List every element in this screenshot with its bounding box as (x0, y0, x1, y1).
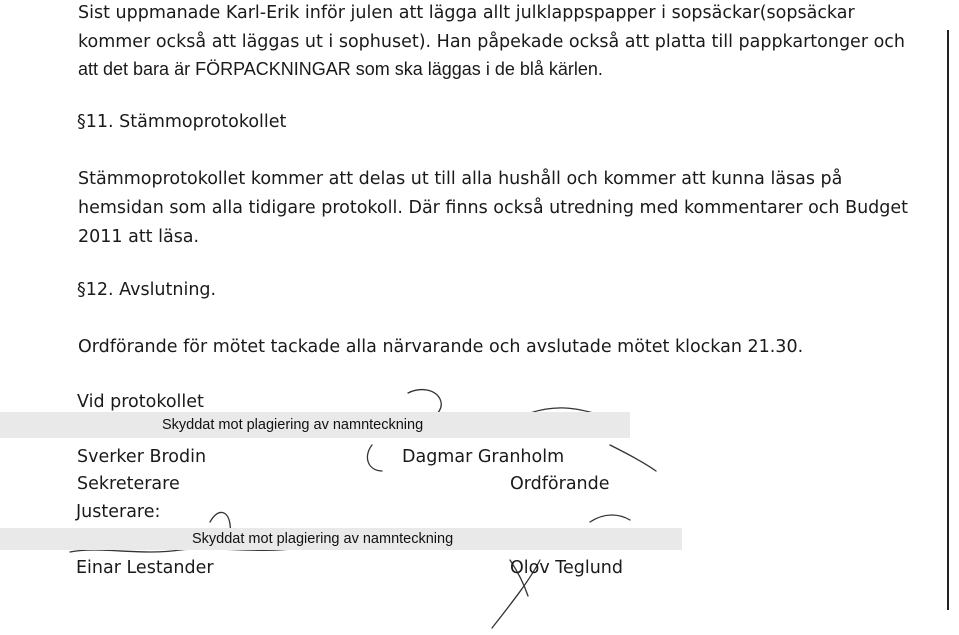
chair-name: Dagmar Granholm (402, 447, 565, 467)
paragraph-1-line-1: Sist uppmanade Karl-Erik inför julen att lägga allt julklappspapper i sopsäckar(sopsäckar (78, 3, 855, 23)
paragraph-2-line-2: hemsidan som alla tidigare protokoll. Där finns också utredning med kommentarer och Budget (78, 198, 909, 218)
secretary-role: Sekreterare (77, 474, 180, 494)
justerare-label: Justerare: (76, 502, 161, 522)
section-12-heading: §12. Avslutning. (77, 280, 217, 300)
page-edge-line (947, 30, 949, 610)
section-11-heading: §11. Stämmoprotokollet (77, 112, 287, 132)
paragraph-1-line-2: kommer också att läggas ut i sophuset). Han påpekade också att platta till pappkartonger och (78, 32, 906, 52)
signature-protection-text-1: Skyddat mot plagiering av namnteckning (162, 417, 424, 433)
signature-protection-banner-1 (0, 412, 630, 438)
adjuster-2-name: Olov Teglund (510, 558, 624, 578)
signature-protection-banner-2 (0, 528, 682, 550)
closing-statement: Ordförande för mötet tackade alla närvarande och avslutade mötet klockan 21.30. (78, 337, 804, 357)
secretary-name: Sverker Brodin (77, 447, 207, 467)
paragraph-2-line-1: Stämmoprotokollet kommer att delas ut till alla hushåll och kommer att kunna läsas på (78, 169, 843, 189)
vid-protokollet-label: Vid protokollet (77, 392, 204, 412)
chair-role: Ordförande (510, 474, 610, 494)
paragraph-2-line-3: 2011 att läsa. (78, 227, 200, 247)
adjuster-1-name: Einar Lestander (76, 558, 214, 578)
signature-protection-text-2: Skyddat mot plagiering av namnteckning (192, 531, 454, 547)
paragraph-1-line-3: att det bara är FÖRPACKNINGAR som ska läggas i de blå kärlen. (78, 59, 603, 79)
